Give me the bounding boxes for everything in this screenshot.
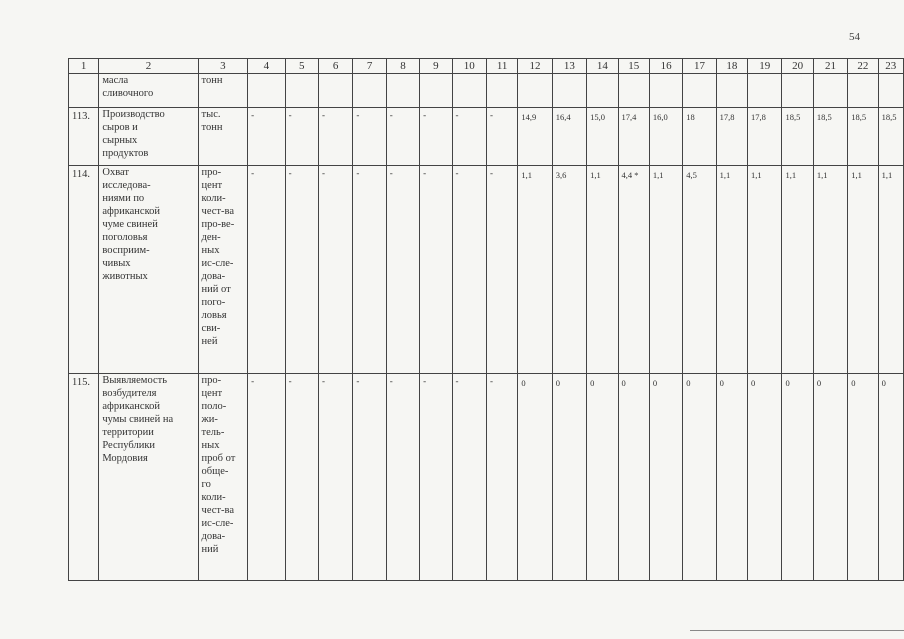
value-cell bbox=[420, 74, 452, 108]
indicator-name-line: чумы свиней на bbox=[102, 414, 174, 425]
indicator-name-line: животных bbox=[102, 271, 148, 282]
value-cell: 18,5 bbox=[878, 108, 903, 166]
unit-line: цент bbox=[201, 388, 223, 399]
unit-line: ных bbox=[201, 440, 220, 451]
value-cell: - bbox=[420, 108, 452, 166]
unit-line: про- bbox=[201, 167, 222, 178]
unit-line: ис-сле- bbox=[201, 258, 234, 269]
indicator-name-line: сырных bbox=[102, 135, 138, 146]
indicator-name-line: Мордовия bbox=[102, 453, 148, 464]
value-cell: - bbox=[318, 108, 352, 166]
column-number-header: 15 bbox=[618, 59, 649, 74]
value-cell: 4,5 bbox=[683, 166, 716, 374]
value-cell: - bbox=[285, 166, 318, 374]
indicator-name-line: сливочного bbox=[102, 88, 154, 99]
value-cell bbox=[353, 74, 386, 108]
value-cell: 0 bbox=[552, 374, 586, 581]
column-number-header: 23 bbox=[878, 59, 903, 74]
value-cell bbox=[748, 74, 782, 108]
indicator-name bbox=[99, 74, 198, 108]
value-cell bbox=[618, 74, 649, 108]
indicator-name-line: Республики bbox=[102, 440, 156, 451]
column-number-header: 11 bbox=[486, 59, 517, 74]
value-cell: - bbox=[486, 374, 517, 581]
column-number-header: 10 bbox=[452, 59, 486, 74]
value-cell: - bbox=[285, 374, 318, 581]
table-header-row bbox=[69, 59, 904, 74]
value-cell: 16,4 bbox=[552, 108, 586, 166]
column-number-header: 20 bbox=[782, 59, 813, 74]
value-cell: - bbox=[420, 374, 452, 581]
column-number-header: 2 bbox=[99, 59, 198, 74]
unit-line: ний от bbox=[201, 284, 231, 295]
table-row bbox=[69, 166, 904, 374]
column-number-header: 19 bbox=[748, 59, 782, 74]
indicator-name-line: чивых bbox=[102, 258, 131, 269]
column-number-header: 6 bbox=[318, 59, 352, 74]
value-cell: - bbox=[486, 166, 517, 374]
value-cell: - bbox=[386, 374, 419, 581]
value-cell: 0 bbox=[748, 374, 782, 581]
indicator-name-line: африканской bbox=[102, 206, 161, 217]
value-cell bbox=[649, 74, 682, 108]
unit-line: проб от bbox=[201, 453, 236, 464]
indicator-name bbox=[99, 374, 198, 581]
value-cell: - bbox=[452, 374, 486, 581]
column-number-header: 13 bbox=[552, 59, 586, 74]
column-number-header: 9 bbox=[420, 59, 452, 74]
indicator-name-line: исследова- bbox=[102, 180, 151, 191]
unit-line: про-ве- bbox=[201, 219, 235, 230]
value-cell: - bbox=[353, 374, 386, 581]
value-cell bbox=[552, 74, 586, 108]
indicator-name-line: территории bbox=[102, 427, 154, 438]
unit-line: коли- bbox=[201, 193, 226, 204]
column-number-header: 21 bbox=[813, 59, 847, 74]
unit-line: тель- bbox=[201, 427, 225, 438]
value-cell: 18,5 bbox=[848, 108, 878, 166]
row-number: 113. bbox=[69, 108, 99, 166]
indicator-name-line: африканской bbox=[102, 401, 161, 412]
value-cell bbox=[782, 74, 813, 108]
value-cell: 17,4 bbox=[618, 108, 649, 166]
unit-line: чест-ва bbox=[201, 505, 234, 516]
value-cell: 3,6 bbox=[552, 166, 586, 374]
value-cell: 16,0 bbox=[649, 108, 682, 166]
value-cell bbox=[386, 74, 419, 108]
value-cell bbox=[587, 74, 618, 108]
unit-line: тыс. bbox=[201, 109, 221, 120]
value-cell bbox=[318, 74, 352, 108]
unit-of-measure bbox=[198, 108, 248, 166]
unit-line: дова- bbox=[201, 531, 226, 542]
column-number-header: 17 bbox=[683, 59, 716, 74]
indicator-name-line: Производство bbox=[102, 109, 165, 120]
column-number-header: 18 bbox=[716, 59, 747, 74]
indicator-name-line: восприим- bbox=[102, 245, 150, 256]
unit-of-measure bbox=[198, 166, 248, 374]
value-cell: - bbox=[452, 108, 486, 166]
column-number-header: 5 bbox=[285, 59, 318, 74]
value-cell: 1,1 bbox=[782, 166, 813, 374]
value-cell: 1,1 bbox=[716, 166, 747, 374]
value-cell: 18,5 bbox=[813, 108, 847, 166]
value-cell bbox=[518, 74, 552, 108]
value-cell: 1,1 bbox=[848, 166, 878, 374]
unit-line: тонн bbox=[201, 75, 223, 86]
value-cell: 18,5 bbox=[782, 108, 813, 166]
value-cell: 0 bbox=[587, 374, 618, 581]
indicator-table bbox=[68, 58, 904, 581]
column-number-header: 16 bbox=[649, 59, 682, 74]
value-cell: 0 bbox=[649, 374, 682, 581]
column-number-header: 12 bbox=[518, 59, 552, 74]
value-cell bbox=[813, 74, 847, 108]
indicator-name bbox=[99, 108, 198, 166]
value-cell: 1,1 bbox=[813, 166, 847, 374]
column-number-header: 22 bbox=[848, 59, 878, 74]
unit-line: ис-сле- bbox=[201, 518, 234, 529]
unit-line: чест-ва bbox=[201, 206, 234, 217]
page-edge-line bbox=[690, 630, 904, 631]
indicator-name-line: возбудителя bbox=[102, 388, 157, 399]
unit-line: тонн bbox=[201, 122, 223, 133]
unit-line: цент bbox=[201, 180, 223, 191]
value-cell: 4,4 * bbox=[618, 166, 649, 374]
value-cell: 0 bbox=[878, 374, 903, 581]
table-row bbox=[69, 74, 904, 108]
value-cell: 14,9 bbox=[518, 108, 552, 166]
unit-line: про- bbox=[201, 375, 222, 386]
value-cell: - bbox=[353, 166, 386, 374]
page-number: 54 bbox=[849, 31, 860, 43]
indicator-name-line: Охват bbox=[102, 167, 129, 178]
unit-line: ловья bbox=[201, 310, 227, 321]
value-cell: - bbox=[386, 166, 419, 374]
table-row bbox=[69, 108, 904, 166]
unit-of-measure bbox=[198, 74, 248, 108]
value-cell: - bbox=[420, 166, 452, 374]
value-cell: 0 bbox=[716, 374, 747, 581]
value-cell: - bbox=[248, 166, 285, 374]
value-cell bbox=[248, 74, 285, 108]
value-cell bbox=[878, 74, 903, 108]
value-cell bbox=[848, 74, 878, 108]
column-number-header: 8 bbox=[386, 59, 419, 74]
indicator-name-line: сыров и bbox=[102, 122, 138, 133]
table-row bbox=[69, 374, 904, 581]
value-cell: 1,1 bbox=[587, 166, 618, 374]
value-cell: 0 bbox=[683, 374, 716, 581]
indicator-name bbox=[99, 166, 198, 374]
value-cell: 18 bbox=[683, 108, 716, 166]
column-number-header: 4 bbox=[248, 59, 285, 74]
indicator-name-line: продуктов bbox=[102, 148, 149, 159]
value-cell: 0 bbox=[518, 374, 552, 581]
unit-line: поло- bbox=[201, 401, 227, 412]
unit-line: коли- bbox=[201, 492, 226, 503]
value-cell: 1,1 bbox=[649, 166, 682, 374]
value-cell: 1,1 bbox=[518, 166, 552, 374]
column-number-header: 14 bbox=[587, 59, 618, 74]
indicator-name-line: масла bbox=[102, 75, 129, 86]
column-number-header: 1 bbox=[69, 59, 99, 74]
value-cell: - bbox=[386, 108, 419, 166]
unit-line: пого- bbox=[201, 297, 226, 308]
value-cell: 1,1 bbox=[748, 166, 782, 374]
indicator-name-line: ниями по bbox=[102, 193, 145, 204]
value-cell: - bbox=[248, 108, 285, 166]
unit-line: го bbox=[201, 479, 211, 490]
value-cell: 0 bbox=[813, 374, 847, 581]
value-cell bbox=[716, 74, 747, 108]
row-number: 115. bbox=[69, 374, 99, 581]
unit-line: жи- bbox=[201, 414, 218, 425]
column-number-header: 7 bbox=[353, 59, 386, 74]
unit-line: дова- bbox=[201, 271, 226, 282]
value-cell: - bbox=[353, 108, 386, 166]
value-cell: - bbox=[486, 108, 517, 166]
value-cell: 17,8 bbox=[748, 108, 782, 166]
value-cell: - bbox=[248, 374, 285, 581]
value-cell: - bbox=[318, 166, 352, 374]
value-cell: 0 bbox=[618, 374, 649, 581]
value-cell bbox=[285, 74, 318, 108]
value-cell bbox=[452, 74, 486, 108]
value-cell bbox=[486, 74, 517, 108]
row-number bbox=[69, 74, 99, 108]
value-cell: - bbox=[285, 108, 318, 166]
value-cell: 1,1 bbox=[878, 166, 903, 374]
unit-line: сви- bbox=[201, 323, 221, 334]
unit-line: обще- bbox=[201, 466, 229, 477]
value-cell: 15,0 bbox=[587, 108, 618, 166]
unit-line: ных bbox=[201, 245, 220, 256]
value-cell: 17,8 bbox=[716, 108, 747, 166]
indicator-name-line: Выявляемость bbox=[102, 375, 167, 386]
value-cell: 0 bbox=[848, 374, 878, 581]
column-number-header: 3 bbox=[198, 59, 248, 74]
unit-line: ний bbox=[201, 544, 219, 555]
indicator-name-line: поголовья bbox=[102, 232, 148, 243]
value-cell: - bbox=[318, 374, 352, 581]
indicator-name-line: чуме свиней bbox=[102, 219, 158, 230]
value-cell: 0 bbox=[782, 374, 813, 581]
value-cell: - bbox=[452, 166, 486, 374]
row-number: 114. bbox=[69, 166, 99, 374]
unit-line: ней bbox=[201, 336, 218, 347]
unit-of-measure bbox=[198, 374, 248, 581]
unit-line: ден- bbox=[201, 232, 221, 243]
value-cell bbox=[683, 74, 716, 108]
